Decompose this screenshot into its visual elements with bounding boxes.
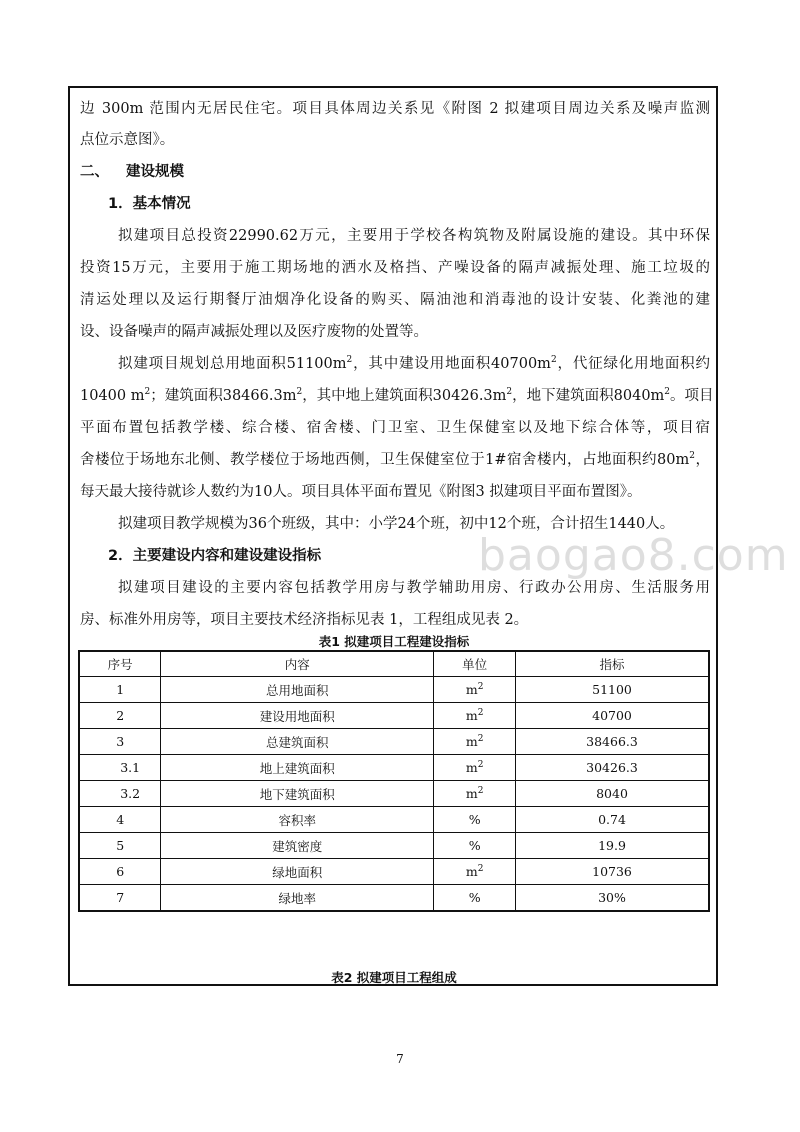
table2-caption: 表2 拟建项目工程组成 — [331, 970, 457, 985]
cell-item: 建设用地面积 — [161, 703, 434, 729]
cell-no: 6 — [79, 859, 161, 885]
table1-caption: 表1 拟建项目工程建设指标 — [318, 634, 470, 649]
cell-value: 40700 — [516, 703, 709, 729]
table-row — [79, 781, 709, 807]
cell-unit: $m^2$ — [434, 781, 516, 807]
watermark: baogao8.com — [478, 530, 789, 581]
section-title: 建设规模 — [126, 164, 184, 180]
cell-no: 2 — [79, 703, 161, 729]
table-row — [79, 859, 709, 885]
cell-no: 1 — [79, 677, 161, 703]
table1 — [78, 650, 710, 912]
para1-line-2: 投资15万元，主要用于施工期场地的洒水及格挡、产噪设备的隔声减振处理、施工垃圾的 — [80, 260, 710, 276]
para2-line-5: 每天最大接待就诊人数约为10人。项目具体平面布置见《附图3 拟建项目平面布置图》。 — [80, 484, 642, 500]
para1-line-3: 清运处理以及运行期餐厅油烟净化设备的购买、隔油池和消毒池的设计安装、化粪池的建 — [80, 292, 710, 308]
intro-line-2: 点位示意图》。 — [80, 132, 175, 148]
cell-item: 建筑密度 — [161, 833, 434, 859]
cell-unit: $m^2$ — [434, 755, 516, 781]
cell-unit: $m^2$ — [434, 729, 516, 755]
cell-value: 38466.3 — [516, 729, 709, 755]
sub2-para-line-2: 房、标准外用房等，项目主要技术经济指标见表 1，工程组成见表 2。 — [80, 612, 529, 628]
header-unit: 单位 — [434, 651, 516, 677]
cell-unit: $m^2$ — [434, 859, 516, 885]
page-number: 7 — [396, 1052, 404, 1066]
para2-line-2: 10400 $m^2$；建筑面积$38466.3m^2$，其中地上建筑面积$30426.3m^2$，地下建筑面积$8040m^2$。项目 — [80, 387, 714, 404]
cell-value: 10736 — [516, 859, 709, 885]
table-row — [79, 729, 709, 755]
cell-no: 5 — [79, 833, 161, 859]
cell-value: 0.74 — [516, 807, 709, 833]
para3: 拟建项目教学规模为36个班级，其中：小学24个班，初中12个班，合计招生1440人。 — [118, 516, 675, 532]
cell-no: 7 — [79, 885, 161, 912]
cell-item: 总用地面积 — [161, 677, 434, 703]
cell-unit: % — [434, 833, 516, 859]
para2-line-3: 平面布置包括教学楼、综合楼、宿舍楼、门卫室、卫生保健室以及地下综合体等，项目宿 — [80, 420, 710, 436]
para2-line-1: 拟建项目规划总用地面积$51100m^2$，其中建设用地面积$40700m^2$，代征绿化用地面积约 — [118, 355, 710, 372]
header-value: 指标 — [516, 651, 709, 677]
cell-value: 51100 — [516, 677, 709, 703]
cell-item: 地上建筑面积 — [161, 755, 434, 781]
cell-unit: % — [434, 807, 516, 833]
cell-no: 3.1 — [79, 755, 161, 781]
cell-no: 3 — [79, 729, 161, 755]
cell-unit: $m^2$ — [434, 677, 516, 703]
cell-value: 19.9 — [516, 833, 709, 859]
intro-line-1: 边 300m 范围内无居民住宅。项目具体周边关系见《附图 2 拟建项目周边关系及噪声监测 — [80, 101, 710, 117]
para1-line-4: 设、设备噪声的隔声减振处理以及医疗废物的处置等。 — [80, 324, 428, 340]
table-row — [79, 703, 709, 729]
cell-no: 4 — [79, 807, 161, 833]
cell-unit: $m^2$ — [434, 703, 516, 729]
sub2-para-line-1: 拟建项目建设的主要内容包括教学用房与教学辅助用房、行政办公用房、生活服务用 — [118, 580, 710, 596]
cell-item: 容积率 — [161, 807, 434, 833]
cell-no: 3.2 — [79, 781, 161, 807]
cell-item: 总建筑面积 — [161, 729, 434, 755]
header-no: 序号 — [79, 651, 161, 677]
table-header-row — [79, 651, 709, 677]
cell-item: 绿地面积 — [161, 859, 434, 885]
table-row — [79, 885, 709, 912]
cell-value: 30% — [516, 885, 709, 912]
subsection-1-title: 1．基本情况 — [108, 196, 191, 212]
cell-value: 30426.3 — [516, 755, 709, 781]
para1-line-1: 拟建项目总投资22990.62万元，主要用于学校各构筑物及附属设施的建设。其中环保 — [118, 228, 710, 244]
table-row — [79, 807, 709, 833]
cell-item: 地下建筑面积 — [161, 781, 434, 807]
table-row — [79, 833, 709, 859]
table-row — [79, 755, 709, 781]
para2-line-4: 舍楼位于场地东北侧、教学楼位于场地西侧，卫生保健室位于1#宿舍楼内，占地面积约$80m^2$， — [80, 451, 711, 468]
table-row — [79, 677, 709, 703]
cell-item: 绿地率 — [161, 885, 434, 912]
subsection-2-title: 2．主要建设内容和建设建设指标 — [108, 548, 322, 564]
section-number: 二、 — [80, 164, 109, 180]
cell-unit: % — [434, 885, 516, 912]
header-item: 内容 — [161, 651, 434, 677]
cell-value: 8040 — [516, 781, 709, 807]
